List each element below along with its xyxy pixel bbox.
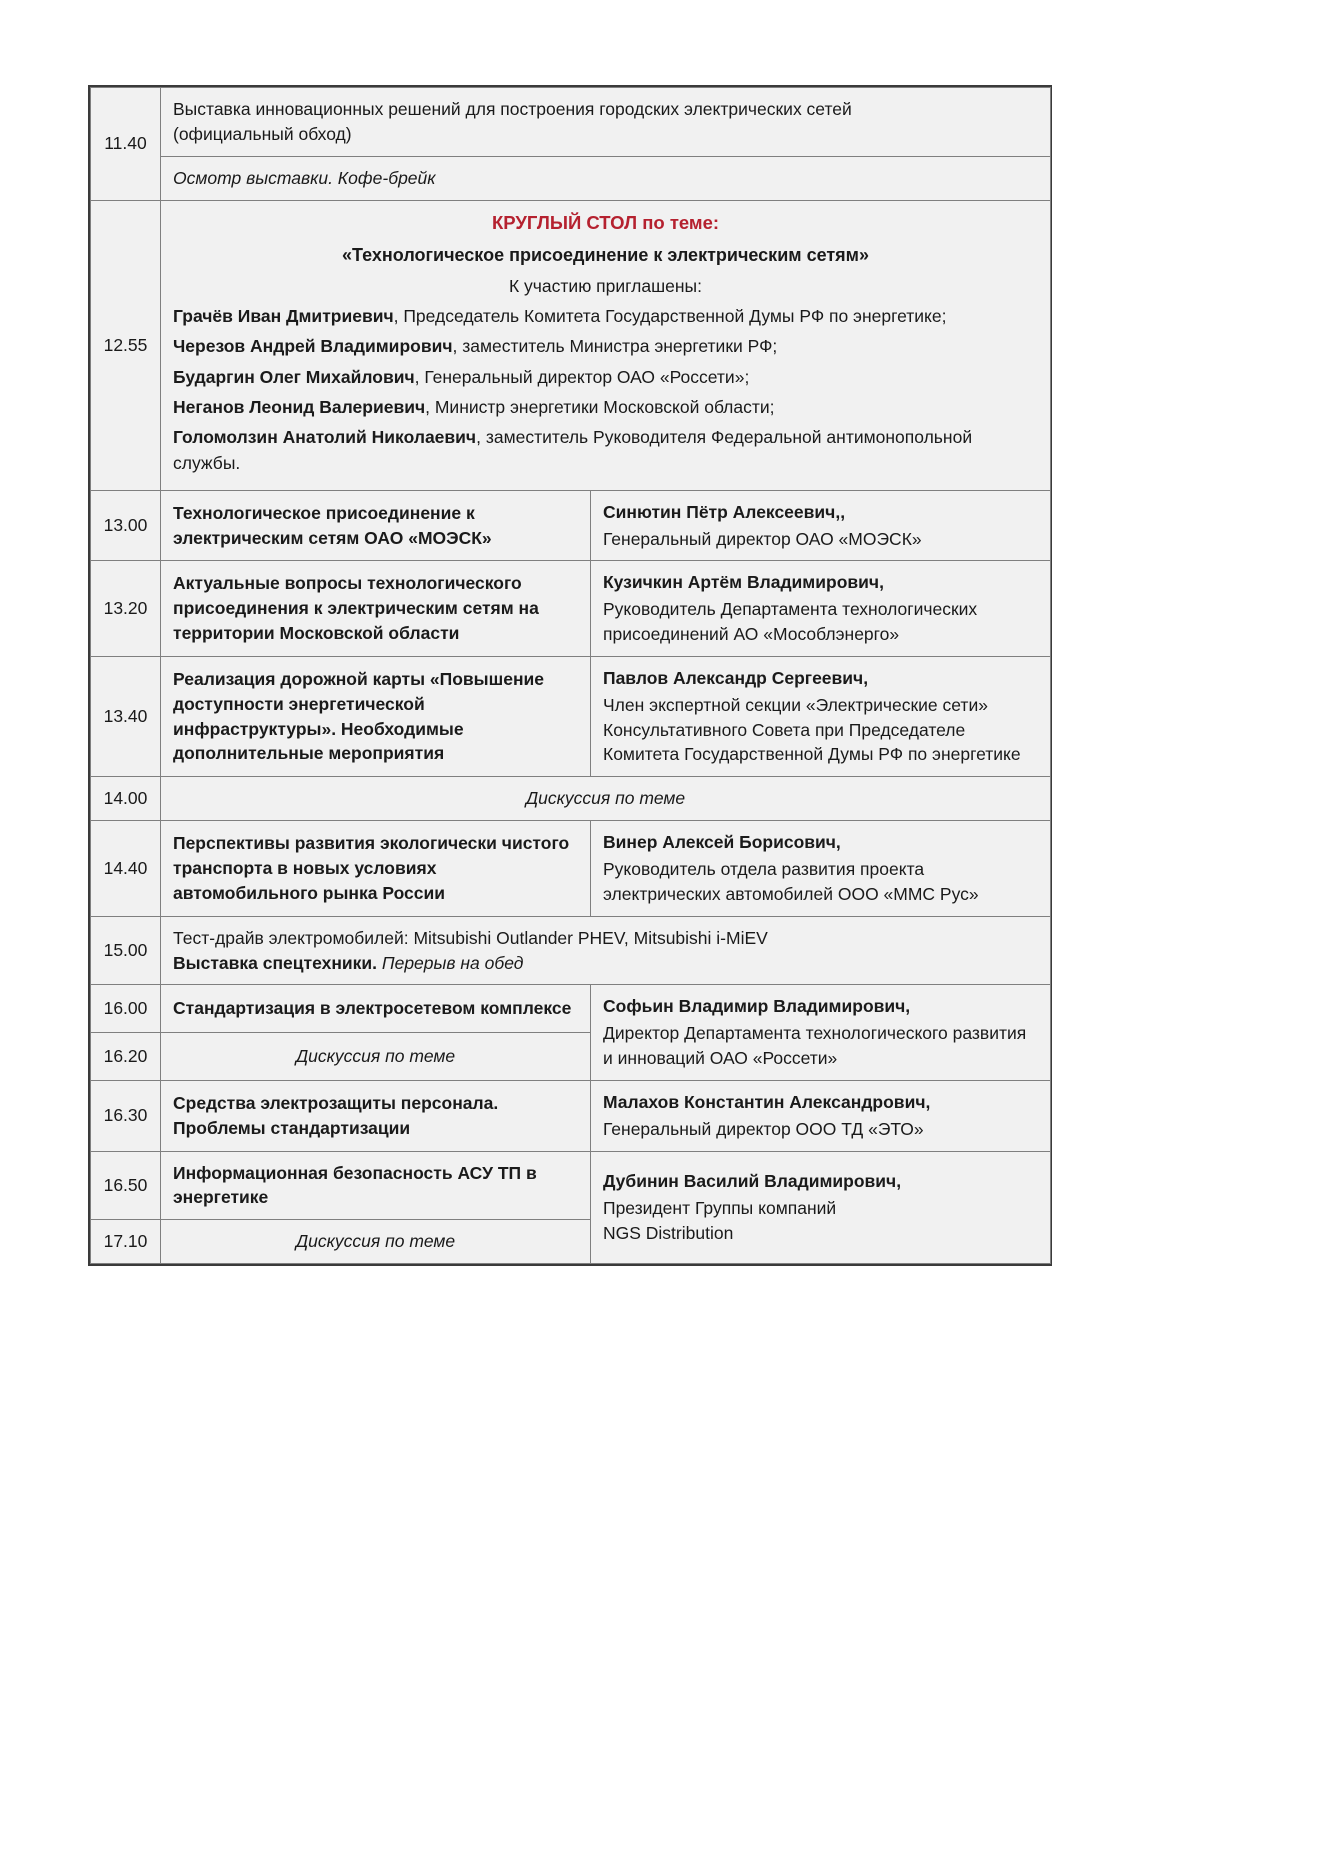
row-time-1650: 16.50 (91, 1151, 161, 1220)
table-row (91, 821, 1051, 917)
row-topic-1300: Технологическое присоединение к электрическим сетям ОАО «МОЭСК» (161, 490, 591, 561)
list-item (173, 364, 1038, 390)
participant-role: , Председатель Комитета Государственной Думы РФ по энергетике; (393, 306, 947, 327)
row-discussion-1710: Дискуссия по теме (161, 1220, 591, 1264)
row-time-1320: 13.20 (91, 561, 161, 657)
table-row (91, 156, 1051, 200)
row-topic-1320: Актуальные вопросы технологического присоединения к электрическим сетям на территории Московской области (161, 561, 591, 657)
row-1140-line2: (официальный обход) (173, 123, 352, 144)
row-speaker-1630 (591, 1080, 1051, 1151)
round-table-block (161, 200, 1051, 490)
round-table-suffix: по теме: (637, 211, 720, 233)
row-content-1140 (161, 88, 1051, 157)
row-time-1255: 12.55 (91, 200, 161, 490)
round-table-invited-label: К участию приглашены: (509, 276, 702, 297)
row-time-1140: 11.40 (91, 88, 161, 201)
participant-role: , Министр энергетики Московской области; (425, 396, 775, 417)
speaker-name: Малахов Константин Александрович, (603, 1091, 931, 1112)
table-row (91, 916, 1051, 985)
row-topic-1440: Перспективы развития экологически чистого транспорта в новых условиях автомобильного рынка России (161, 821, 591, 917)
list-item (173, 394, 1038, 420)
round-table-theme: «Технологическое присоединение к электрическим сетям» (342, 244, 870, 265)
row-1140-subrow: Осмотр выставки. Кофе-брейк (161, 156, 1051, 200)
participant-name: Бударгин Олег Михайлович (173, 366, 415, 387)
participant-name: Черезов Андрей Владимирович (173, 336, 453, 357)
table-row (91, 777, 1051, 821)
speaker-role: Генеральный директор ОАО «МОЭСК» (603, 528, 922, 549)
table-row (91, 200, 1051, 490)
participant-name: Грачёв Иван Дмитриевич (173, 306, 394, 327)
row-time-1630: 16.30 (91, 1080, 161, 1151)
row-1500-line1: Тест-драйв электромобилей: Mitsubishi Outlander PHEV, Mitsubishi i-MiEV (173, 927, 768, 948)
row-time-1440: 14.40 (91, 821, 161, 917)
table-row (91, 985, 1051, 1033)
row-time-1400: 14.00 (91, 777, 161, 821)
participant-role: , заместитель Министра энергетики РФ; (452, 336, 778, 357)
row-discussion-1400: Дискуссия по теме (161, 777, 1051, 821)
speaker-role-line1: Президент Группы компаний (603, 1197, 837, 1218)
row-speaker-1440 (591, 821, 1051, 917)
speaker-role-line2: NGS Distribution (603, 1222, 734, 1243)
row-1500-line2-bold: Выставка спецтехники. (173, 952, 382, 973)
list-item (173, 424, 1038, 477)
table-row (91, 490, 1051, 561)
speaker-name: Софьин Владимир Владимирович, (603, 996, 911, 1017)
row-topic-1650: Информационная безопасность АСУ ТП в энергетике (161, 1151, 591, 1220)
round-table-label: КРУГЛЫЙ СТОЛ (491, 211, 638, 233)
table-row (91, 88, 1051, 157)
participant-role: , заместитель Руководителя Федеральной антимонопольной службы. (173, 427, 973, 474)
row-time-1300: 13.00 (91, 490, 161, 561)
round-table-title (173, 210, 1038, 236)
row-1500-line2-italic: Перерыв на обед (381, 952, 524, 973)
row-time-1340: 13.40 (91, 656, 161, 776)
row-topic-1600: Стандартизация в электросетевом комплексе (161, 985, 591, 1033)
speaker-role: Член экспертной секции «Электрические сети» Консультативного Совета при Председателе Комитета Государственной Думы РФ по энергетике (603, 694, 1021, 765)
speaker-role: Директор Департамента технологического развития и инноваций ОАО «Россети» (603, 1023, 1027, 1069)
agenda-table (90, 87, 1051, 1264)
participant-role: , Генеральный директор ОАО «Россети»; (414, 366, 750, 387)
table-row (91, 561, 1051, 657)
row-time-1500: 15.00 (91, 916, 161, 985)
table-row (91, 1080, 1051, 1151)
row-topic-1630: Средства электрозащиты персонала. Проблемы стандартизации (161, 1080, 591, 1151)
row-topic-1340: Реализация дорожной карты «Повышение доступности энергетической инфраструктуры». Необходимые дополнительные мероприятия (161, 656, 591, 776)
agenda-table-frame (88, 85, 1052, 1266)
row-1140-line1: Выставка инновационных решений для построения городских электрических сетей (173, 99, 852, 119)
row-time-1600: 16.00 (91, 985, 161, 1033)
row-speaker-1340 (591, 656, 1051, 776)
speaker-name: Павлов Александр Сергеевич, (603, 667, 869, 688)
row-discussion-1620: Дискуссия по теме (161, 1033, 591, 1081)
table-row (91, 656, 1051, 776)
row-time-1710: 17.10 (91, 1220, 161, 1264)
participant-name: Неганов Леонид Валериевич (173, 396, 426, 417)
participant-name: Голомолзин Анатолий Николаевич (173, 427, 477, 448)
row-time-1620: 16.20 (91, 1033, 161, 1081)
speaker-name: Синютин Пётр Алексеевич,, (603, 501, 846, 522)
speaker-name: Кузичкин Артём Владимирович, (603, 572, 884, 593)
row-speaker-1600 (591, 985, 1051, 1081)
row-content-1500 (161, 916, 1051, 985)
list-item (173, 333, 1038, 359)
row-speaker-1300 (591, 490, 1051, 561)
speaker-role: Генеральный директор ООО ТД «ЭТО» (603, 1118, 924, 1139)
row-speaker-1650 (591, 1151, 1051, 1264)
speaker-role: Руководитель Департамента технологических присоединений АО «Мособлэнерго» (603, 599, 978, 645)
row-1500-line2 (173, 951, 1038, 976)
speaker-name: Винер Алексей Борисович, (603, 832, 841, 853)
round-table-participants (173, 303, 1038, 477)
table-row (91, 1151, 1051, 1220)
speaker-role: Руководитель отдела развития проекта электрических автомобилей ООО «ММС Рус» (603, 858, 979, 904)
list-item (173, 303, 1038, 329)
speaker-name: Дубинин Василий Владимирович, (603, 1171, 902, 1192)
row-speaker-1320 (591, 561, 1051, 657)
